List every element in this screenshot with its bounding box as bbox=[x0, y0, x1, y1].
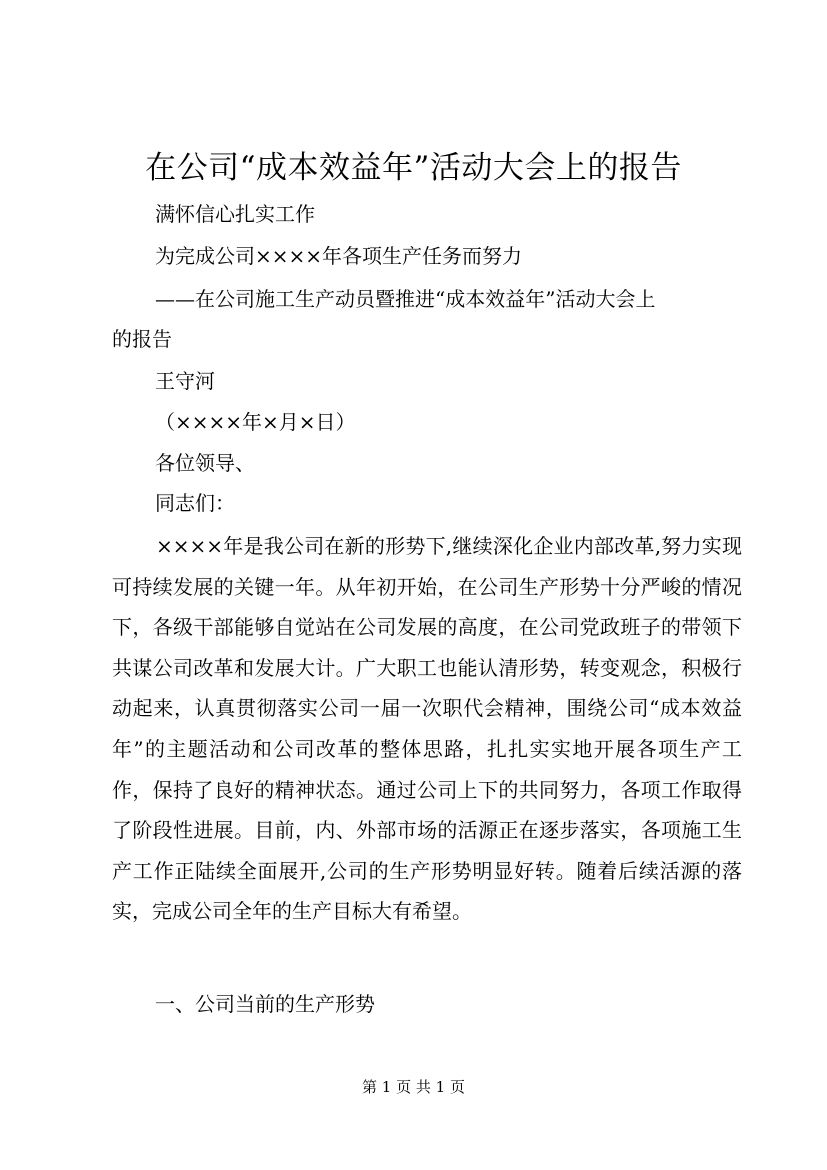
document-title: 在公司“成本效益年”活动大会上的报告 bbox=[145, 150, 682, 186]
author-name: 王守河 bbox=[155, 369, 215, 393]
subtitle-line-1: ——在公司施工生产动员暨推进“成本效益年”活动大会上 bbox=[155, 287, 656, 311]
salutation-line-1: 各位领导、 bbox=[155, 451, 255, 475]
subtitle-line-2: 的报告 bbox=[112, 327, 172, 351]
section-heading-1: 一、公司当前的生产形势 bbox=[155, 992, 375, 1016]
page-footer: 第 1 页 共 1 页 bbox=[362, 1078, 465, 1096]
report-date: （××××年×月×日） bbox=[155, 410, 356, 434]
heading-line-1: 满怀信心扎实工作 bbox=[155, 202, 315, 226]
salutation-line-2: 同志们： bbox=[155, 491, 235, 515]
heading-line-2: 为完成公司××××年各项生产任务而努力 bbox=[155, 244, 523, 268]
body-paragraph-1: ××××年是我公司在新的形势下,继续深化企业内部改革,努力实现可持续发展的关键一年。从年初开始，在公司生产形势十分严峻的情况下，各级干部能够自觉站在公司发展的高度，在公司党政班子的带领下共谋公司改革和发展大计。广大职工也能认清形势，转变观念，积极行动起来，认真贯彻落实公司一届一次职代会精神，围绕公司“成本效益年”的主题活动和公司改革的整体思路，扎扎实实地开展各项生产工作，保持了良好的精神状态。通过公司上下的共同努力，各项工作取得了阶段性进展。目前，内、外部市场的活源正在逐步落实，各项施工生产工作正陆续全面展开,公司的生产形势明显好转。随着后续活源的落实，完成公司全年的生产目标大有希望。 bbox=[112, 534, 742, 924]
